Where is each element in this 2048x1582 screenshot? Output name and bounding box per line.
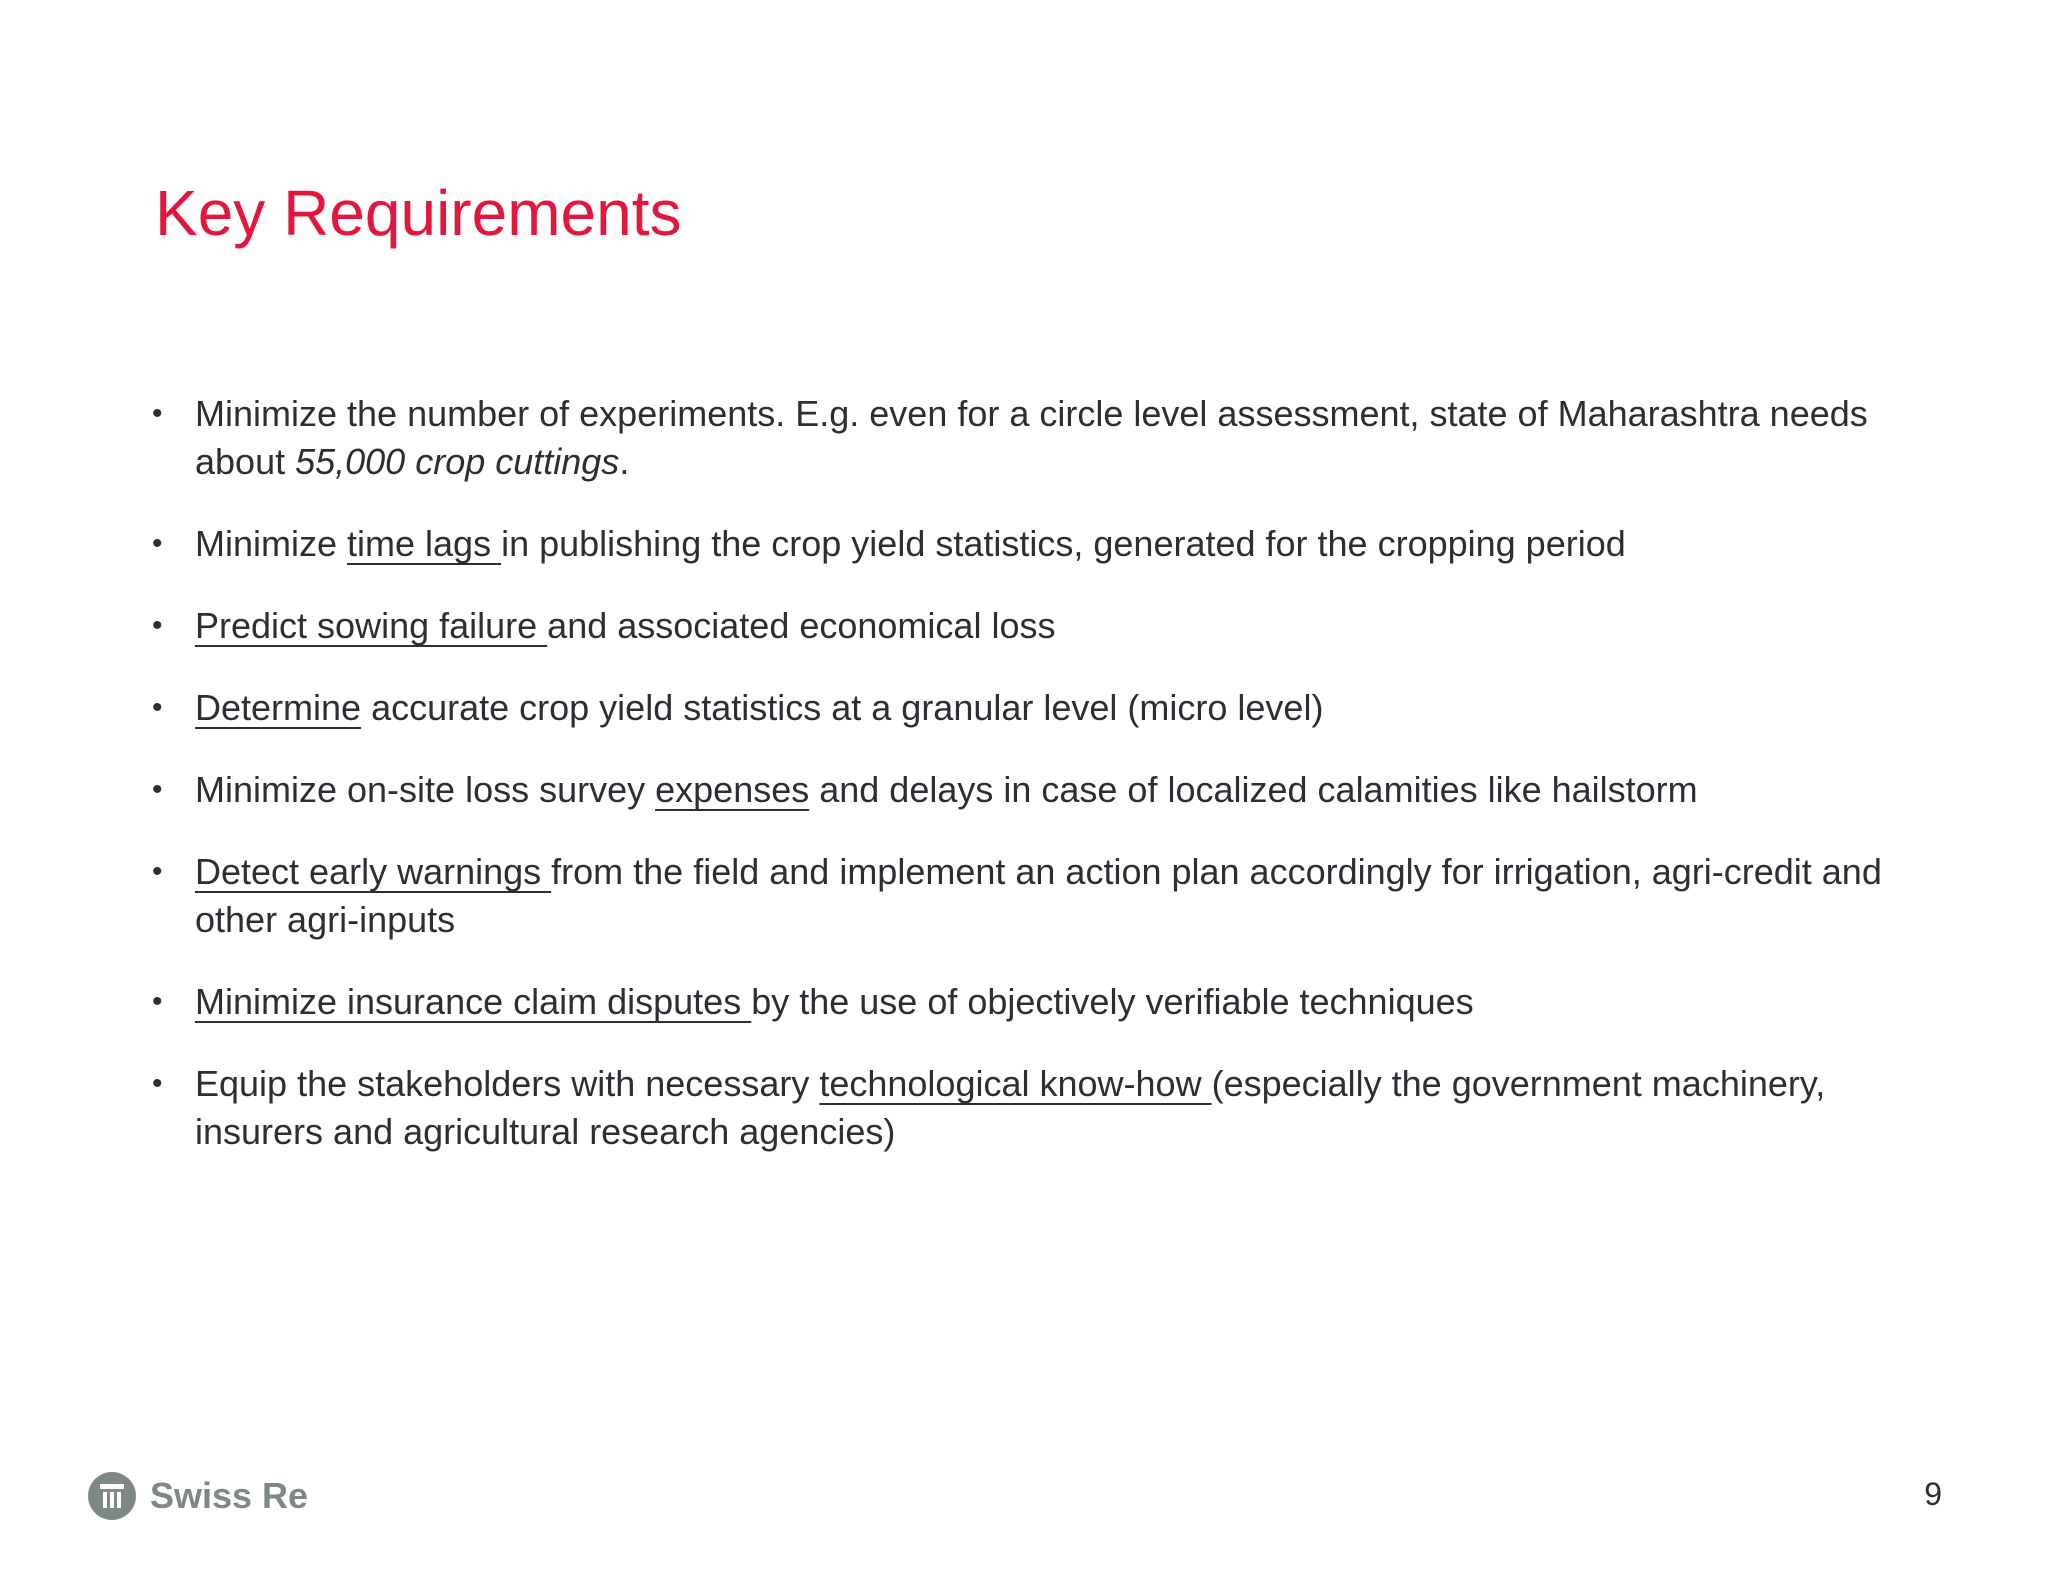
bullet-text: . xyxy=(619,441,630,482)
bullet-underlined: Determine xyxy=(195,687,362,728)
bullet-text: from the field and implement an action plan accordingly for irrigation, agri-credit and other agri-inputs xyxy=(195,851,1882,940)
list-item xyxy=(152,390,1952,486)
bullet-text: Minimize the number of experiments. E.g. even for a circle level assessment, state of Maharashtra needs about xyxy=(195,393,1868,482)
list-item xyxy=(152,766,1952,814)
list-item xyxy=(152,848,1952,944)
bullet-underlined: Predict sowing failure xyxy=(195,605,548,646)
company-logo xyxy=(88,1468,308,1524)
bullet-text: and associated economical loss xyxy=(547,605,1056,646)
bullet-text: Minimize on-site loss survey xyxy=(195,769,656,810)
bullet-underlined: expenses xyxy=(655,769,810,810)
requirements-list xyxy=(152,390,1952,1190)
slide-title: Key Requirements xyxy=(155,177,682,249)
bullet-dot-icon: • xyxy=(152,1067,163,1100)
bullet-text: in publishing the crop yield statistics, generated for the cropping period xyxy=(501,523,1626,564)
list-item xyxy=(152,684,1952,732)
bullet-dot-icon: • xyxy=(152,527,163,560)
bullet-text: and delays in case of localized calamities like hailstorm xyxy=(809,769,1698,810)
bullet-text: by the use of objectively verifiable techniques xyxy=(751,981,1474,1022)
bullet-dot-icon: • xyxy=(152,985,163,1018)
bullet-text: accurate crop yield statistics at a granular level (micro level) xyxy=(361,687,1324,728)
bullet-text: Equip the stakeholders with necessary xyxy=(195,1063,820,1104)
bullet-underlined: Detect early warnings xyxy=(195,851,552,892)
bullet-dot-icon: • xyxy=(152,397,163,430)
bullet-underlined: technological know-how xyxy=(819,1063,1212,1104)
bullet-text: (especially the government machinery, insurers and agricultural research agencies) xyxy=(195,1063,1826,1152)
bullet-dot-icon: • xyxy=(152,691,163,724)
list-item xyxy=(152,520,1952,568)
swiss-re-logo-icon xyxy=(88,1472,136,1520)
page-number: 9 xyxy=(1924,1476,1942,1512)
bullet-dot-icon: • xyxy=(152,855,163,888)
list-item xyxy=(152,1060,1952,1156)
bullet-dot-icon: • xyxy=(152,609,163,642)
logo-text: Swiss Re xyxy=(150,1475,309,1516)
bullet-text: Minimize xyxy=(195,523,348,564)
bullet-underlined: time lags xyxy=(347,523,502,564)
list-item xyxy=(152,978,1952,1026)
bullet-dot-icon: • xyxy=(152,773,163,806)
bullet-emphasis: 55,000 crop cuttings xyxy=(295,441,620,482)
bullet-underlined: Minimize insurance claim disputes xyxy=(195,981,752,1022)
list-item xyxy=(152,602,1952,650)
